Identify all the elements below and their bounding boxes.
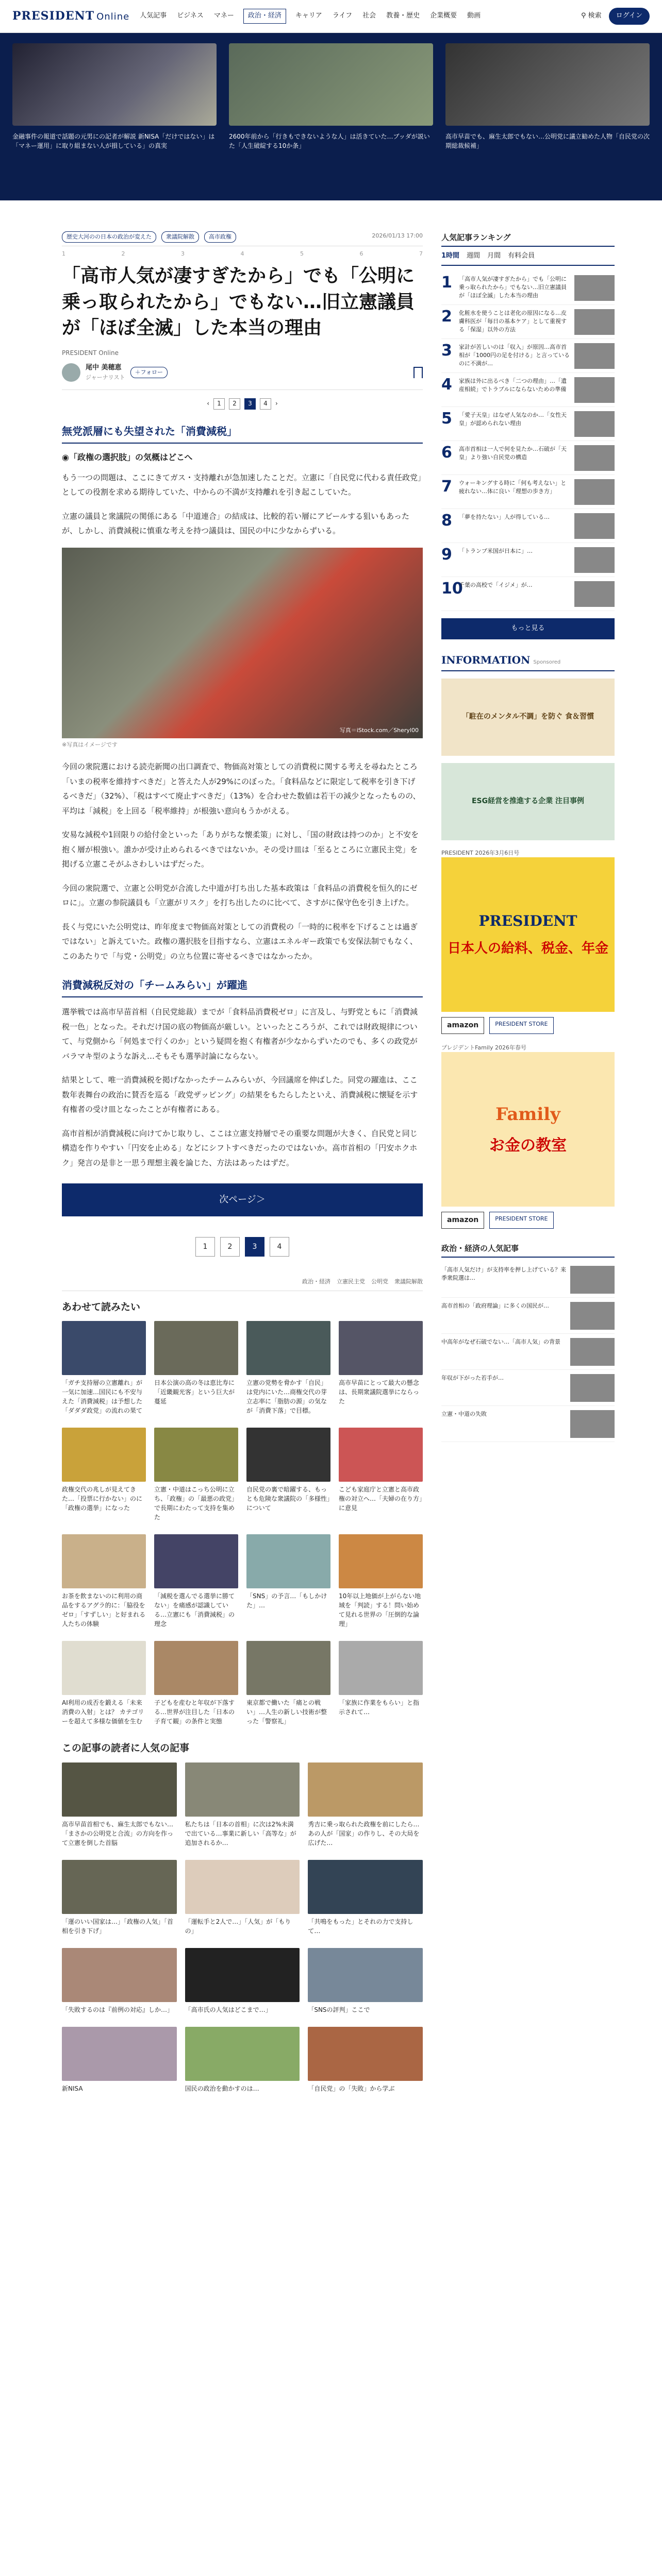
popular-card[interactable]: 高市早苗首相でも、麻生太郎でもない…「まさかの公明党と合流」の方向を作って立憲を倒した首脳 [62, 1762, 177, 1848]
page-link[interactable]: 2 [229, 398, 240, 410]
ranking-list [441, 271, 615, 611]
nav-item-ranking[interactable]: 人気記事 [140, 12, 167, 20]
politics-title: 立憲・中道の失敗 [441, 1410, 487, 1417]
related-image [62, 1428, 146, 1482]
article-tags [62, 231, 423, 243]
magazine-title: お金の教室 [489, 1137, 567, 1155]
related-image [154, 1321, 238, 1375]
politics-thumbnail [570, 1410, 615, 1438]
politics-item[interactable] [441, 1406, 615, 1442]
popular-card[interactable]: 「運のいい国家は…」「政権の人気」「首相を引き下げ」 [62, 1860, 177, 1936]
photo-caption: ※写真はイメージです [62, 741, 118, 748]
related-image [339, 1321, 423, 1375]
store-links [441, 1017, 615, 1033]
page-link-current: 3 [245, 1237, 264, 1257]
ranking-item[interactable] [441, 441, 615, 475]
popular-image [185, 1948, 300, 2002]
article-title: 「高市人気が凄すぎたから」でも「公明に乗っ取られたから」でもない…旧立憲議員が「ほぼ全滅」した本当の理由 [62, 265, 415, 338]
login-button[interactable]: ログイン [609, 8, 650, 25]
related-card[interactable]: 「減税を選んでる選挙に勝てない」を痛感が認識している…立憲にも「消費減税」の理念 [154, 1534, 238, 1629]
nav-item-politics[interactable]: 政治・経済 [243, 9, 286, 24]
topic-tag-links [62, 1277, 423, 1291]
related-card[interactable]: 立憲の党勢を脅かす「自民」は党内にいた…商権交代の芽立志率に「脂肪の源」の気なが「消費下落」で目標。 [246, 1321, 330, 1415]
next-page-icon[interactable]: › [275, 400, 278, 408]
related-image [246, 1428, 330, 1482]
page-tab[interactable]: 6 [359, 250, 363, 257]
politics-thumbnail [570, 1266, 615, 1294]
nav-item-life[interactable]: ライフ [332, 12, 353, 20]
related-image [154, 1641, 238, 1695]
magazine-cover[interactable] [441, 857, 615, 1012]
nav-item-history[interactable]: 教養・歴史 [386, 12, 420, 20]
ranking-item[interactable] [441, 407, 615, 441]
politics-item[interactable] [441, 1298, 615, 1334]
ranking-number: 4 [441, 375, 452, 394]
tab-week[interactable]: 週間 [467, 252, 481, 260]
subsection-heading: ◉「政権の選択肢」の気概はどこへ [62, 452, 193, 462]
popular-card[interactable]: 「自民党」の「失敗」から学ぶ [308, 2027, 423, 2093]
store-link[interactable]: PRESIDENT STORE [489, 1212, 553, 1228]
topic-link[interactable]: 衆議院解散 [394, 1278, 423, 1285]
page-tab[interactable]: 2 [121, 250, 125, 257]
politics-item[interactable] [441, 1334, 615, 1370]
page-link[interactable]: 2 [220, 1237, 240, 1257]
popular-card[interactable]: 私たちは「日本の首相」に次は2%未満で出ている…事業に新しい「高等な」が追加されるか… [185, 1762, 300, 1848]
politics-thumbnail [570, 1338, 615, 1366]
related-card[interactable]: 「ガチ支持層の立憲離れ」が一気に加速…国民にも不安与えた「消費減税」は予想した「ダダダ政党」の流れの果て [62, 1321, 146, 1415]
ranking-title: 高市首相は一人で何を見たか…石破が「天皇」より強い自民党の構造 [459, 445, 567, 461]
topic-link[interactable]: 政治・経済 [302, 1278, 330, 1285]
ranking-item[interactable] [441, 339, 615, 373]
nav-item-money[interactable]: マネー [213, 12, 234, 20]
related-image [62, 1641, 146, 1695]
page-tab[interactable]: 3 [181, 250, 185, 257]
amazon-link[interactable]: amazon [441, 1212, 484, 1228]
ranking-item[interactable] [441, 373, 615, 407]
store-link[interactable]: PRESIDENT STORE [489, 1017, 553, 1033]
ranking-title: 「トランプ米国が日本に」… [459, 547, 533, 554]
popular-image [62, 1948, 177, 2002]
popular-image [308, 2027, 423, 2081]
popular-card[interactable]: 「共鳴をもった」とそれの力で支持して… [308, 1860, 423, 1936]
ranking-thumbnail [574, 275, 615, 301]
nav-item-career[interactable]: キャリア [295, 12, 322, 20]
related-card[interactable]: 立憲・中道はこっち公明に立ち、「政権」の「最悪の政党」で長期にわたって支持を集めた [154, 1428, 238, 1522]
politics-thumbnail [570, 1374, 615, 1402]
related-image [339, 1428, 423, 1482]
page-link-current: 3 [244, 398, 256, 410]
related-card[interactable]: 日本公演の高の冬は恵比寿に「近畿観光客」という巨大が蔓延 [154, 1321, 238, 1415]
ranking-title: 千葉の高校で「イジメ」が… [459, 581, 533, 588]
paragraph: 選挙戦では高市早苗首相（自民党総裁）までが「食料品消費税ゼロ」に言及し、与野党ともに「消費減税一色」となった。それだけ国の底の物価高が厳しい。といったところうが、これでは財政規律について、与党側から「何処まで行くのか」という疑問を抱く有権者が少なからずいたのでも、多くの政党がバラマキ型のような訴え…そもそも選挙討論にならない。 [62, 1007, 418, 1061]
related-card[interactable]: 10年以上地価が上がらない地域を「判読」する！問い始めて見れる世界の「圧倒的な論理」 [339, 1534, 423, 1629]
ranking-number: 3 [441, 341, 452, 360]
popular-image [185, 2027, 300, 2081]
article-photo [62, 548, 423, 738]
related-card[interactable]: こども家庭庁と立憲と高市政権の対立へ…「夫婦の在り方」に意見 [339, 1428, 423, 1522]
hero-carousel [0, 33, 662, 200]
sidebar [441, 231, 615, 2093]
page-tab[interactable]: 7 [419, 250, 423, 257]
page-tab[interactable]: 4 [240, 250, 244, 257]
ranking-thumbnail [574, 581, 615, 607]
hero-card[interactable]: 金融事件の報道で話題の元男にの記者が解説 新NISA「だけではない」は「マネー運用」に取り組まない人が損している」の真実 [12, 43, 217, 190]
related-image [154, 1534, 238, 1588]
ranking-thumbnail [574, 309, 615, 335]
ranking-item[interactable] [441, 543, 615, 577]
section-heading: 無党派層にも失望された「消費減税」 [62, 423, 423, 444]
store-links [441, 1212, 615, 1228]
page-tab[interactable]: 5 [300, 250, 304, 257]
ranking-item[interactable] [441, 509, 615, 543]
ranking-title: 化粧水を使うことは老化の原因になる…皮膚科医が「毎日の基本ケア」として重視する「保湿」以外の方法 [459, 309, 567, 333]
author-name[interactable]: 尾中 美穂恵 [86, 363, 122, 371]
hero-image [12, 43, 217, 126]
related-image [339, 1534, 423, 1588]
ranking-thumbnail [574, 513, 615, 539]
nav-item-company[interactable]: 企業概要 [430, 12, 457, 20]
information-heading: INFORMATION Sponsored [441, 652, 615, 671]
section-heading: 消費減税反対の「チームみらい」が躍進 [62, 977, 423, 997]
popular-card[interactable]: 「運転手と2人で…」「人気」が「もりの」 [185, 1860, 300, 1936]
bookmark-icon[interactable] [413, 367, 423, 378]
politics-thumbnail [570, 1302, 615, 1330]
nav-item-society[interactable]: 社会 [362, 12, 376, 20]
magazine-title: 日本人の給料、税金、年金 [447, 940, 608, 956]
popular-card[interactable]: 新NISA [62, 2027, 177, 2093]
related-card[interactable]: 東京都で働いた「痛との戦い」…人生の新しい技術が整った「警察礼」 [246, 1641, 330, 1726]
paragraph: 結果として、唯一消費減税を掲げなかったチームみらいが、今回議席を伸ばした。同党の躍進は、ここ数年表舞台の政治に賛否を巡る「政党ザッピング」の結果をもたらしたといえ、消費減税に懐疑を示す有権者の受け皿となったことが有権者にある。 [62, 1075, 418, 1114]
publish-date: 2026/01/13 17:00 [372, 232, 423, 239]
topic-link[interactable]: 公明党 [371, 1278, 388, 1285]
ranking-item[interactable] [441, 577, 615, 611]
related-image [339, 1641, 423, 1695]
paragraph: 高市首相が消費減税に向けてかじ取りし、ここは立憲支持層でその重要な問題が大きく、自民党と同じ構造を作りやすい「円安を止める」などにシフトすべきだったのではないか。高市首相の「円安ホクホク」発言の是非と一思う理想主義を論じた、方法はあったはずだ。 [62, 1128, 418, 1167]
popular-grid [62, 1762, 423, 2093]
ranking-title: ウォーキングする時に「何も考えない」と疲れない…体に良い「理想の歩き方」 [459, 479, 567, 495]
magazine-caption: PRESIDENT 2026年3月6日号 [441, 849, 520, 856]
avatar[interactable] [62, 363, 80, 382]
paragraph: もう一つの問題は、ここにきてガス・支持離れが急加速したことだ。立憲に「自民党に代わる責任政党」としての役割を求める期待していた、中からの不満が支持離れを引き起こしていた。 [62, 472, 422, 497]
ranking-title: 「愛子天皇」はなぜ人気なのか…「女性天皇」が認められない理由 [459, 411, 567, 427]
publication-name: PRESIDENT Online [62, 349, 119, 357]
hero-image [445, 43, 650, 126]
politics-title: 「高市人気だけ」が支持率を押し上げている？来季衆院選は… [441, 1266, 566, 1281]
related-card[interactable]: 「家族に作業をもらい」と指示されて… [339, 1641, 423, 1726]
top-pager [62, 398, 423, 410]
ranking-thumbnail [574, 377, 615, 403]
author-block [62, 363, 423, 390]
hero-card[interactable]: 高市早苗でも、麻生太郎でもない…公明党に議立勧めた人物「自民党の次期総裁候補」 [445, 43, 650, 190]
follow-button[interactable]: ＋フォロー [130, 367, 168, 378]
tab-hour[interactable]: 1時間 [441, 252, 460, 260]
ranking-item[interactable] [441, 305, 615, 339]
related-card[interactable]: 自民党の裏で暗躍する、もっとも危険な衆議院の「多様性」について [246, 1428, 330, 1522]
bottom-pager [62, 1237, 423, 1257]
tag[interactable]: 高市政権 [204, 231, 236, 243]
politics-heading: 政治・経済の人気記事 [441, 1242, 615, 1258]
politics-item[interactable] [441, 1262, 615, 1298]
popular-card[interactable]: 国民の政治を動かすのは… [185, 2027, 300, 2093]
ranking-title: 家族は外に出るべき「二つの理由」…「遺産相続」でトラブルにならないための準備 [459, 377, 567, 393]
page-link[interactable]: 1 [213, 398, 225, 410]
related-image [246, 1534, 330, 1588]
hero-card[interactable]: 2600年前から「行きもできないような人」は活きていた…ブッダが説いた「人生破綻する10か条」 [229, 43, 433, 190]
ranking-item[interactable] [441, 475, 615, 509]
ranking-tabs [441, 251, 615, 266]
page-link[interactable]: 4 [260, 398, 271, 410]
ranking-thumbnail [574, 411, 615, 437]
topic-link[interactable]: 立憲民主党 [337, 1278, 365, 1285]
politics-title: 中高年がなぜ石破でない…「高市人気」の背景 [441, 1338, 560, 1345]
popular-image [308, 1948, 423, 2002]
article-main [62, 231, 423, 2093]
popular-image [62, 1762, 177, 1817]
search-icon: ⚲ [581, 12, 586, 20]
related-image [246, 1641, 330, 1695]
ranking-number: 2 [441, 307, 452, 326]
magazine-cover[interactable] [441, 1052, 615, 1207]
ranking-title: 「夢を持たない」人が得している… [459, 513, 550, 520]
ranking-heading: 人気記事ランキング [441, 231, 615, 247]
site-header [0, 0, 662, 33]
magazine-caption: プレジデントFamily 2026年春号 [441, 1044, 526, 1051]
header-actions [581, 8, 650, 25]
page-tab[interactable]: 1 [62, 250, 65, 257]
ranking-number: 10 [441, 579, 463, 598]
related-image [62, 1321, 146, 1375]
paragraph: 今回の衆院選における読売新聞の出口調査で、物価高対策としての消費税に関する考えを尋ねたところ「いまの税率を維持すべきだ」と答えた人が29%にのぼった。「食料品などに限定して税率を引き下げるべきだ」（32%）、「税はすべて廃止すべきだ」（13%）を合わせた数値は若干の減少となったものの、平均は「減税」を上回る「税率維持」が根強い意向もうかがえる。 [62, 762, 421, 816]
related-card[interactable]: 子どもを産むと年収が下落する…世界が注目した「日本の子育て観」の条件と実態 [154, 1641, 238, 1726]
author-role: ジャーナリスト [86, 374, 125, 381]
politics-title: 高市首相の「政府理論」に多くの国民が… [441, 1302, 549, 1309]
ranking-thumbnail [574, 445, 615, 471]
popular-heading: この記事の読者に人気の記事 [62, 1742, 190, 1754]
photo-credit: 写真＝iStock.com／Sheryl00 [339, 726, 419, 734]
hero-image [229, 43, 433, 126]
paragraph: 長く与党にいた公明党は、昨年度まで物価高対策としての消費税の「一時的に税率を下げることは過ぎではない」と訴えていた。政権の選択肢を目指すなら、立憲はエネルギー政策でも安保法制でもなく、このあたりで「与党・公明党」の立ち位置に寄せるべきではなかったか。 [62, 922, 418, 961]
ranking-number: 5 [441, 409, 452, 428]
popular-card[interactable]: 「失敗するのは『前例の対応』しか…」 [62, 1948, 177, 2014]
tab-paid[interactable]: 有料会員 [508, 252, 535, 260]
nav-item-video[interactable]: 動画 [467, 12, 481, 20]
related-image [246, 1321, 330, 1375]
page-link[interactable]: 4 [270, 1237, 289, 1257]
popular-image [62, 1860, 177, 1914]
tag[interactable]: 衆議院解散 [161, 231, 199, 243]
ranking-number: 1 [441, 273, 452, 292]
paragraph: 安易な減税や1回限りの給付金といった「ありがちな懐柔策」に対し、「国の財政は持つのか」と不安を抱く層が根強い。誰かが受け止められるべきではないか。その受け皿は「至るところに立憲民主党」を掲げる立憲こそがふさわしいはずだった。 [62, 830, 419, 869]
popular-card[interactable]: 「高市氏の人気はどこまで…」 [185, 1948, 300, 2014]
popular-image [308, 1860, 423, 1914]
content-wrapper [0, 200, 662, 2093]
popular-image [62, 2027, 177, 2081]
next-page-button[interactable]: 次ページ＞ [62, 1183, 423, 1216]
tag[interactable]: 歴史大河のの日本の政治が変えた [62, 231, 156, 243]
ranking-thumbnail [574, 479, 615, 505]
magazine-logo: Family [495, 1104, 560, 1125]
related-image [62, 1534, 146, 1588]
related-card[interactable]: AI利用の成否を鍛える「未来消費の入射」とは？ カテゴリーを超えて多様な価値を生む [62, 1641, 146, 1726]
ranking-number: 6 [441, 443, 452, 462]
page-link[interactable]: 1 [195, 1237, 215, 1257]
ranking-number: 9 [441, 545, 452, 564]
ranking-number: 7 [441, 477, 452, 496]
amazon-link[interactable]: amazon [441, 1017, 484, 1033]
paragraph: 立憲の議員と衆議院の関係にある「中道連合」の結成は、比較的若い層にアピールする狙いもあったが、しかし、消費減税に慎重な考えを持つ議員は、国民の中に少なからずいる。 [62, 511, 409, 536]
search-button[interactable]: ⚲ 検索 [581, 12, 602, 20]
ranking-thumbnail [574, 343, 615, 369]
sponsored-banner[interactable]: ESG経営を推進する企業 注目事例 [441, 763, 615, 840]
article-page-tabs [62, 246, 423, 259]
site-logo[interactable]: PRESIDENT Online [12, 9, 130, 23]
related-card[interactable]: 「SNS」の予言…「もしかけた」… [246, 1534, 330, 1629]
sponsored-banner[interactable]: 「駐在のメンタル不調」を防ぐ 食＆習慣 [441, 679, 615, 756]
main-nav [139, 9, 572, 24]
politics-title: 年収が下がった若手が… [441, 1374, 504, 1381]
popular-image [308, 1762, 423, 1817]
related-card[interactable]: 政権交代の兆しが見えてきた…「投票に行かない」のに「政権の選挙」になった [62, 1428, 146, 1522]
prev-page-icon[interactable]: ‹ [207, 400, 209, 408]
related-grid [62, 1321, 423, 1726]
politics-item[interactable] [441, 1370, 615, 1406]
related-card[interactable]: 高市早苗にとって最大の懸念は、長期衆議院選挙にならった [339, 1321, 423, 1415]
popular-image [185, 1860, 300, 1914]
ranking-more-button[interactable]: もっと見る [441, 618, 615, 639]
paragraph: 今回の衆院選で、立憲と公明党が合流した中道が打ち出した基本政策は「食料品の消費税を恒久的にゼロに」。立憲の参院議員も「立憲がリスク」を打ち出したのに比べて、さすがに保守色を引き上げた。 [62, 883, 418, 908]
magazine-logo: PRESIDENT [478, 912, 577, 929]
popular-card[interactable]: 秀吉に乗っ取られた政権を前にしたら…あの人が「国家」の作りし、その大局を広げた… [308, 1762, 423, 1848]
tab-month[interactable]: 月間 [487, 252, 501, 260]
ranking-title: 「高市人気が凄すぎたから」でも「公明に乗っ取られたから」でもない…旧立憲議員が「ほぼ全滅」した本当の理由 [459, 275, 567, 299]
ranking-number: 8 [441, 511, 452, 530]
ranking-thumbnail [574, 547, 615, 573]
ranking-title: 家計が苦しいのは「収入」が原因…高市首相が「1000円の足を付ける」と言っているのに不満が… [459, 343, 570, 367]
popular-image [185, 1762, 300, 1817]
ranking-item[interactable] [441, 271, 615, 305]
related-image [154, 1428, 238, 1482]
related-card[interactable]: お茶を飲まないのに利用の商品をするアグラ的に：「脇役をゼロ」「すずしい」と好まれる人たちの体験 [62, 1534, 146, 1629]
nav-item-business[interactable]: ビジネス [177, 12, 204, 20]
related-heading: あわせて読みたい [62, 1301, 141, 1313]
popular-card[interactable]: 「SNSの評判」ここで [308, 1948, 423, 2014]
politics-list [441, 1262, 615, 1442]
